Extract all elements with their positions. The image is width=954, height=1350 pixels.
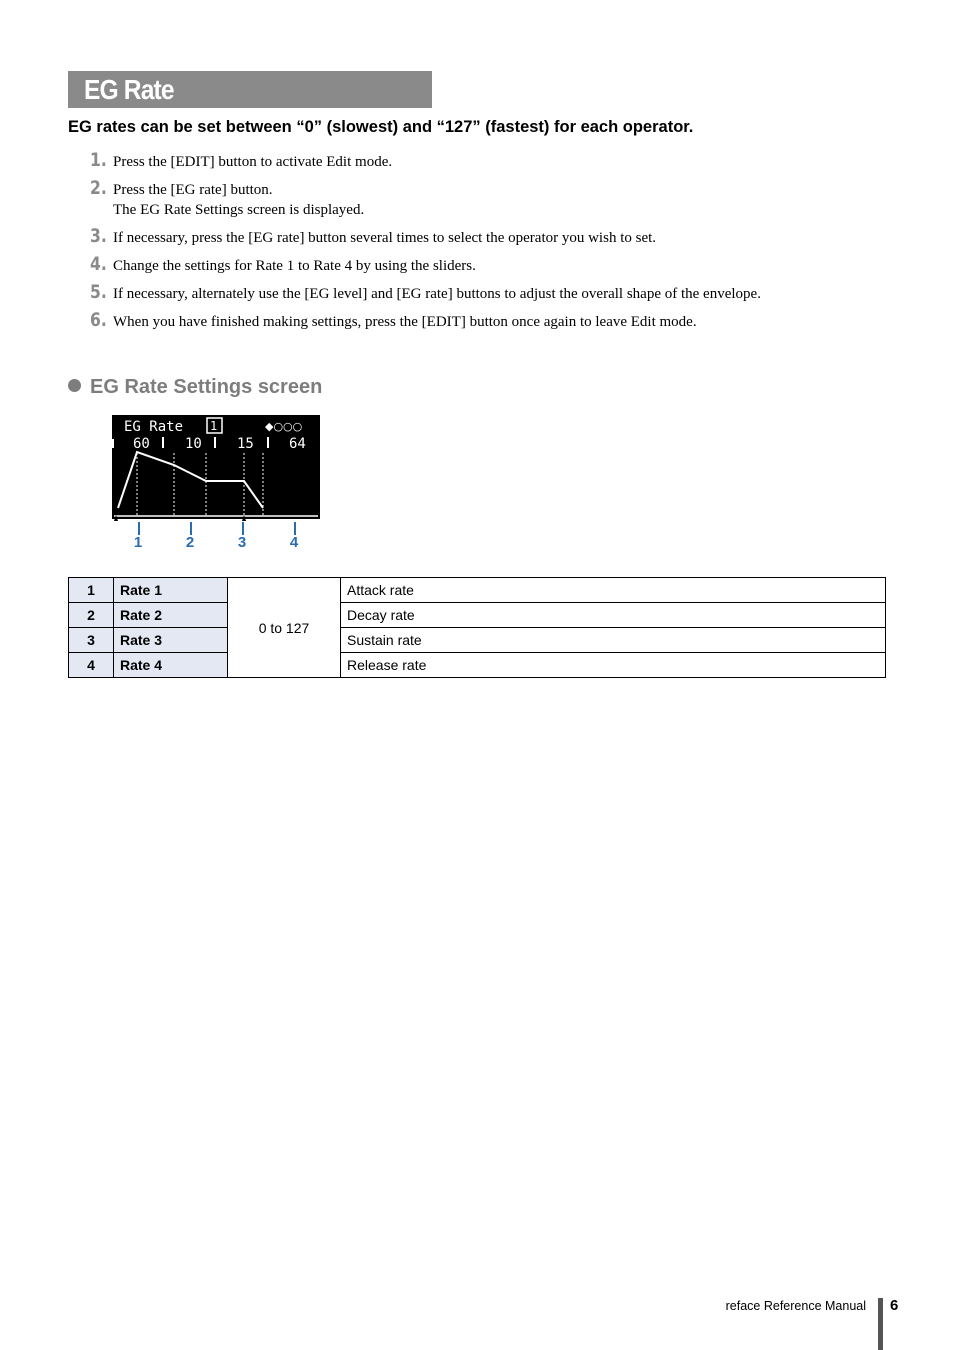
step-number: 5. — [90, 281, 107, 303]
table-row — [69, 603, 886, 628]
param-description: Attack rate — [341, 578, 886, 603]
step-number: 3. — [90, 225, 107, 247]
step-text: If necessary, alternately use the [EG level] and [EG rate] buttons to adjust the overall shape of the envelope. — [113, 286, 761, 302]
step-number: 6. — [90, 309, 107, 331]
page-title: EG Rate — [84, 74, 174, 105]
param-name: Rate 3 — [114, 628, 228, 653]
lcd-title: EG Rate — [124, 419, 184, 435]
operator-indicator-icon: ◆○○○ — [265, 420, 303, 433]
callout-number: 3 — [237, 534, 247, 551]
lcd-rate-value: 64 — [289, 436, 306, 452]
step-number: 2. — [90, 177, 107, 199]
lcd-tick — [267, 437, 269, 448]
row-number: 1 — [69, 578, 114, 603]
lcd-operator-number: 1 — [210, 419, 218, 433]
step-item — [90, 309, 870, 332]
param-description: Release rate — [341, 653, 886, 678]
lcd-display — [112, 415, 320, 521]
param-name: Rate 1 — [114, 578, 228, 603]
step-text: When you have finished making settings, press the [EDIT] button once again to leave Edit mode. — [113, 314, 697, 330]
step-subtext: The EG Rate Settings screen is displayed. — [113, 202, 365, 218]
callout-number: 1 — [133, 534, 143, 551]
param-description: Sustain rate — [341, 628, 886, 653]
row-number: 2 — [69, 603, 114, 628]
step-item — [90, 253, 870, 276]
step-text: If necessary, press the [EG rate] button several times to select the operator you wish to set. — [113, 230, 657, 246]
eg-rate-screen — [112, 415, 320, 526]
step-text: Press the [EDIT] button to activate Edit mode. — [113, 154, 393, 170]
lead-text: EG rates can be set between “0” (slowest) and “127” (fastest) for each operator. — [68, 118, 694, 136]
step-item — [90, 149, 870, 172]
callout-number: 2 — [185, 534, 195, 551]
row-number: 3 — [69, 628, 114, 653]
lcd-rate-value: 10 — [185, 436, 202, 452]
step-item — [90, 225, 870, 248]
table-row — [69, 628, 886, 653]
table-row — [69, 578, 886, 603]
lcd-rate-value: 60 — [133, 436, 150, 452]
callout-group — [112, 520, 322, 554]
lcd-rate-value: 15 — [237, 436, 254, 452]
param-name: Rate 4 — [114, 653, 228, 678]
step-item — [90, 177, 870, 220]
callout-number: 4 — [289, 534, 299, 551]
footer-divider — [878, 1298, 883, 1350]
lcd-tick — [162, 437, 164, 448]
step-number: 1. — [90, 149, 107, 171]
page-number: 6 — [890, 1297, 899, 1314]
step-text: Change the settings for Rate 1 to Rate 4 by using the sliders. — [113, 258, 476, 274]
lcd-tick — [112, 439, 114, 448]
section-title-bar — [68, 71, 432, 108]
lcd-tick — [214, 437, 216, 448]
param-range: 0 to 127 — [228, 578, 341, 678]
table-row — [69, 653, 886, 678]
param-description: Decay rate — [341, 603, 886, 628]
subsection-heading-text: EG Rate Settings screen — [90, 376, 323, 398]
subsection-heading — [68, 376, 322, 399]
footer-label: reface Reference Manual — [725, 1299, 866, 1313]
bullet-dot-icon — [68, 379, 81, 392]
step-list — [90, 149, 870, 340]
step-text: Press the [EG rate] button. — [113, 182, 273, 198]
parameter-table — [68, 577, 886, 678]
step-number: 4. — [90, 253, 107, 275]
step-item — [90, 281, 870, 304]
param-name: Rate 2 — [114, 603, 228, 628]
row-number: 4 — [69, 653, 114, 678]
